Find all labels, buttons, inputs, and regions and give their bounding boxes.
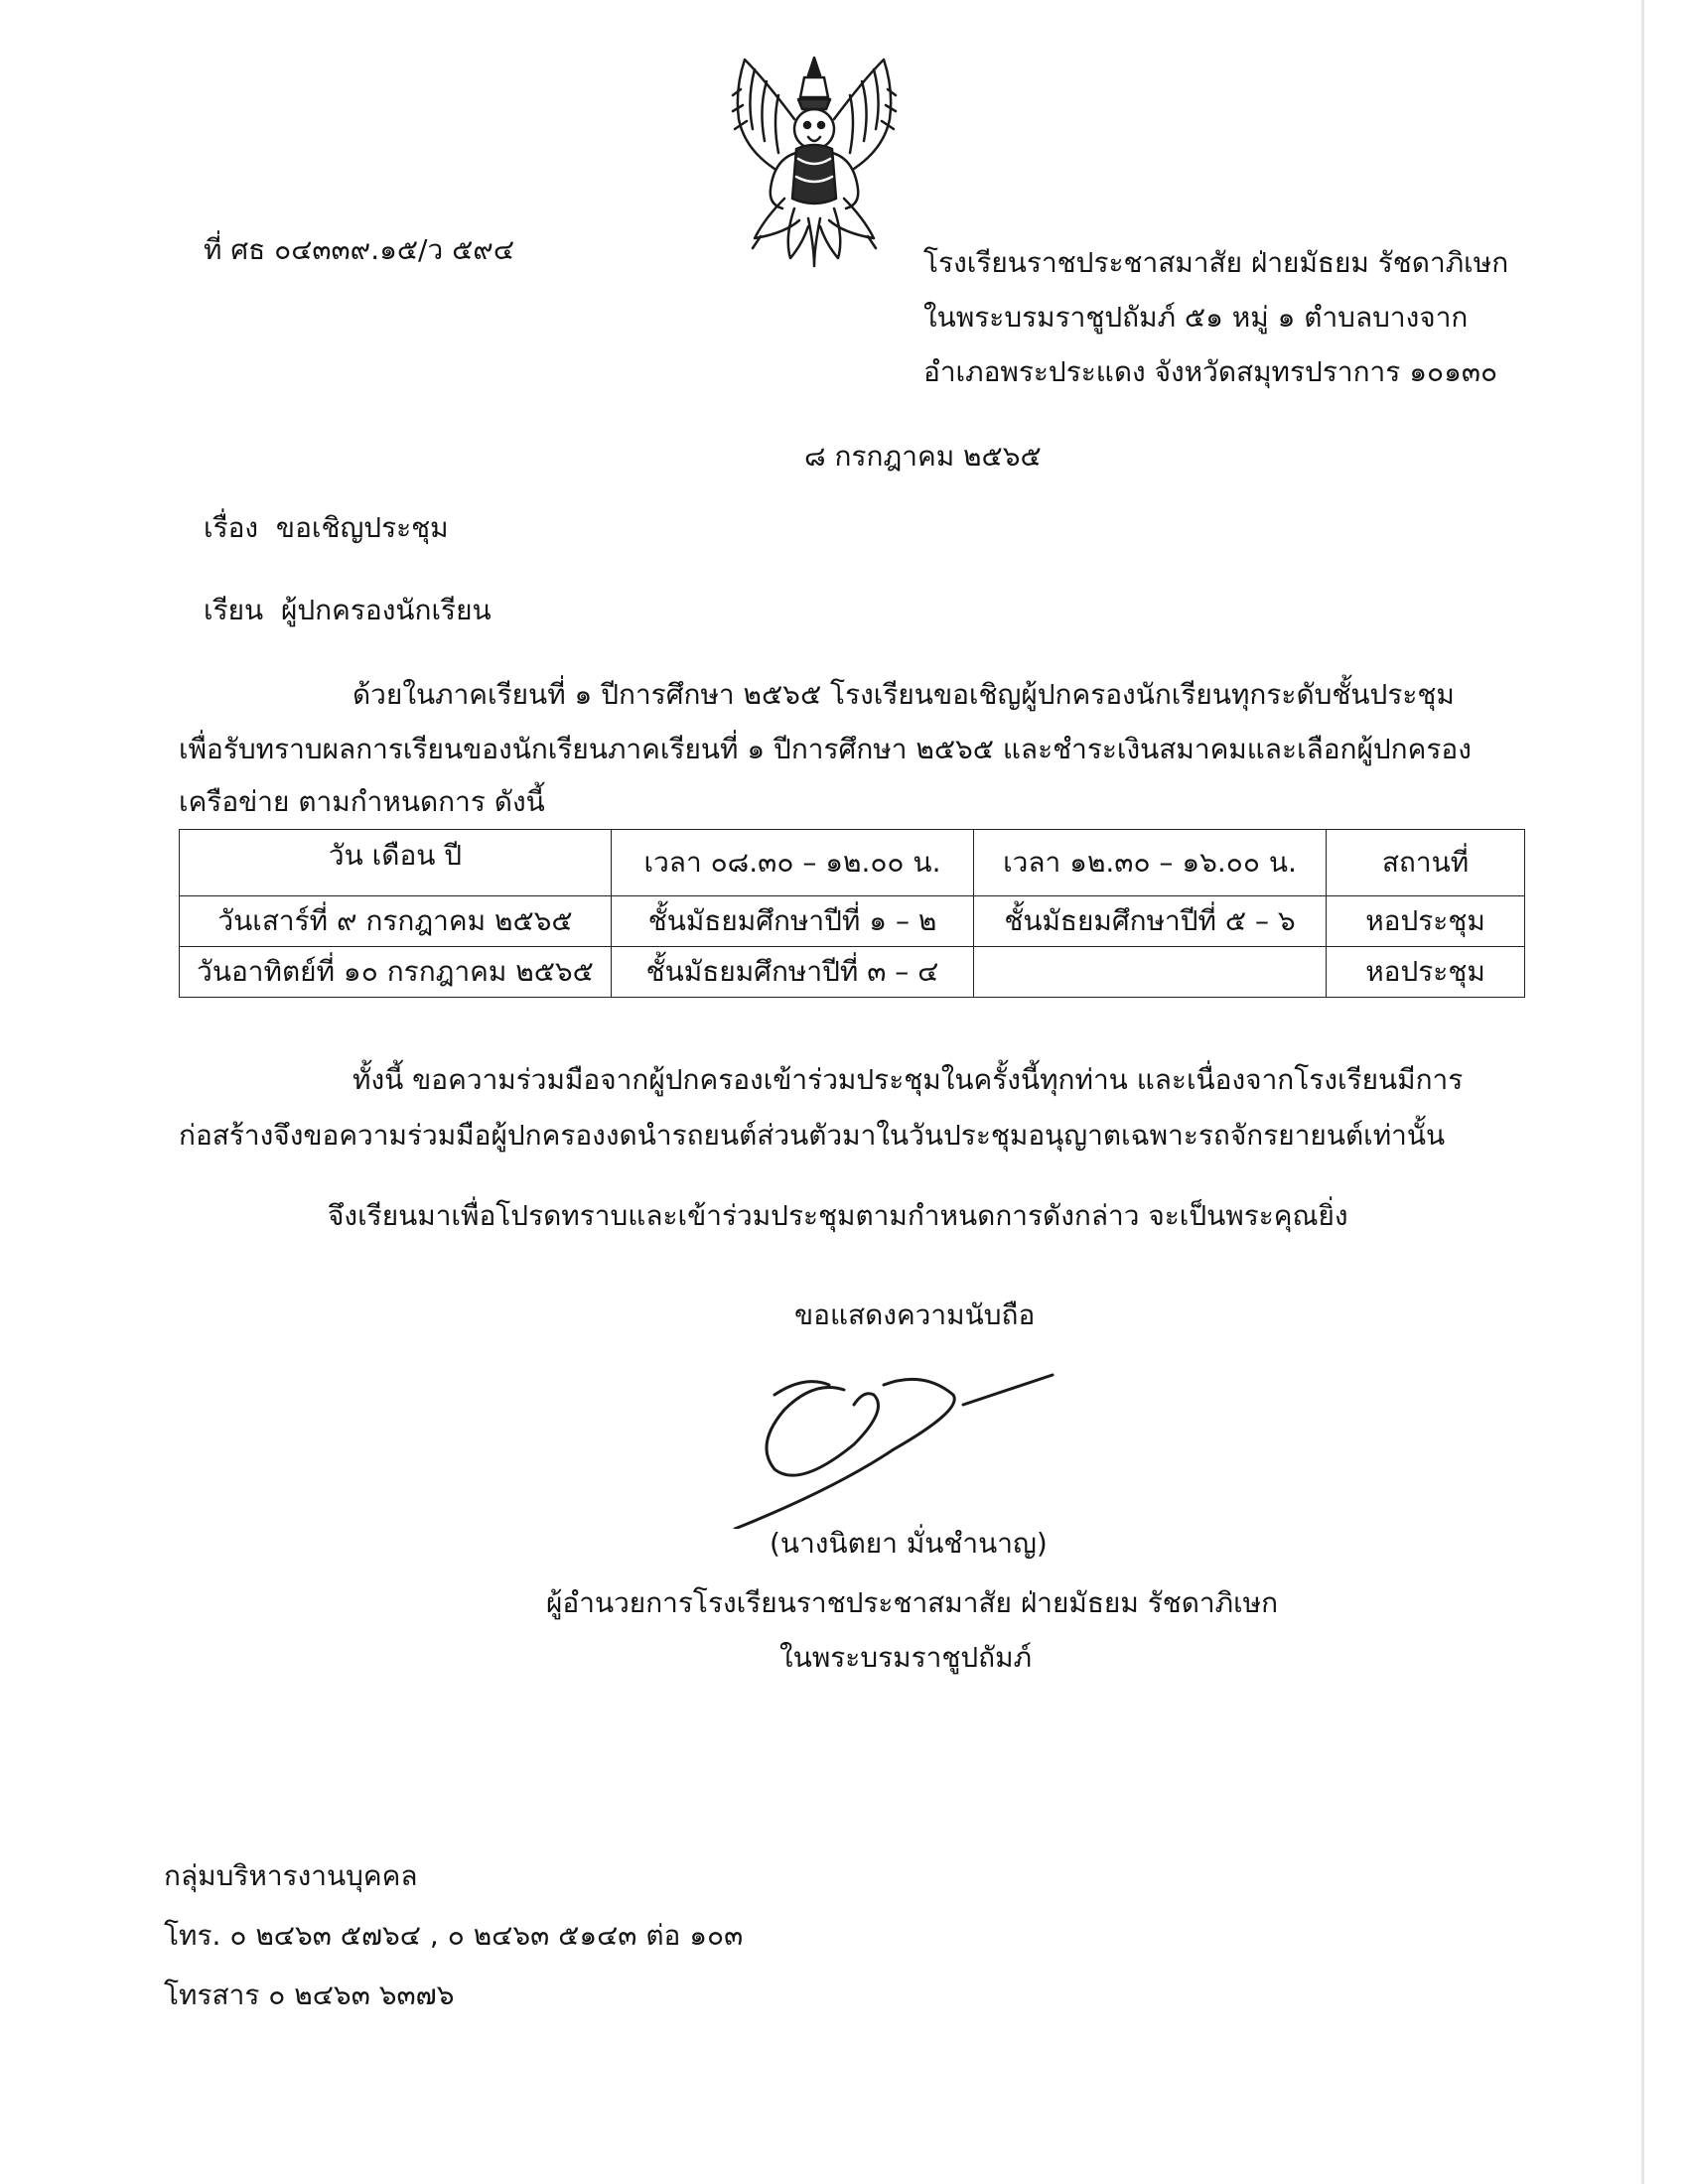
cell-venue: หอประชุม <box>1327 947 1525 998</box>
column-header-venue: สถานที่ <box>1327 830 1525 896</box>
cell-morning: ชั้นมัธยมศึกษาปีที่ ๑ – ๒ <box>612 896 974 947</box>
contact-department: กลุ่มบริหารงานบุคคล <box>164 1859 418 1892</box>
recipient-label: เรียน <box>204 594 264 626</box>
school-address-line-3: อำเภอพระประแดง จังหวัดสมุทรปราการ ๑๐๑๓๐ <box>923 355 1498 388</box>
signatory-position-line-2: ในพระบรมราชูปถัมภ์ <box>779 1641 1033 1674</box>
school-address-line-2: ในพระบรมราชูปถัมภ์ ๕๑ หมู่ ๑ ตำบลบางจาก <box>923 301 1469 334</box>
paragraph-2-line-2: ก่อสร้างจึงขอความร่วมมือผู้ปกครองงดนำรถยนต์ส่วนตัวมาในวันประชุมอนุญาตเฉพาะรถจักรยายนต์เท่านั้น <box>179 1119 1446 1152</box>
signatory-name: (นางนิตยา มั่นชำนาญ) <box>770 1527 1048 1560</box>
contact-fax: โทรสาร ๐ ๒๔๖๓ ๖๓๗๖ <box>164 1979 455 2011</box>
subject-line <box>204 508 449 548</box>
table-row <box>180 947 1525 998</box>
letter-date: ๘ กรกฎาคม ๒๕๖๕ <box>804 440 1042 473</box>
table-header-row <box>180 830 1525 896</box>
table-row <box>180 896 1525 947</box>
recipient-text: ผู้ปกครองนักเรียน <box>280 594 492 626</box>
recipient-line <box>204 591 492 630</box>
column-header-date: วัน เดือน ปี <box>180 830 612 896</box>
paragraph-1-line-2: เพื่อรับทราบผลการเรียนของนักเรียนภาคเรียนที่ ๑ ปีการศึกษา ๒๕๖๕ และชำระเงินสมาคมและเลือกผู้ปกครอง <box>179 733 1472 765</box>
subject-label: เรื่อง <box>204 511 259 544</box>
cell-afternoon: ชั้นมัธยมศึกษาปีที่ ๕ – ๖ <box>974 896 1327 947</box>
cell-date: วันเสาร์ที่ ๙ กรกฎาคม ๒๕๖๕ <box>180 896 612 947</box>
paragraph-1-line-1: ด้วยในภาคเรียนที่ ๑ ปีการศึกษา ๒๕๖๕ โรงเรียนขอเชิญผู้ปกครองนักเรียนทุกระดับชั้นประชุม <box>352 678 1455 711</box>
cell-date: วันอาทิตย์ที่ ๑๐ กรกฎาคม ๒๕๖๕ <box>180 947 612 998</box>
school-address-line-1: โรงเรียนราชประชาสมาสัย ฝ่ายมัธยม รัชดาภิเษก <box>923 246 1509 279</box>
reference-number: ที่ ศธ ๐๔๓๓๙.๑๕/ว ๕๙๔ <box>204 233 515 266</box>
subject-text: ขอเชิญประชุม <box>275 511 449 544</box>
meeting-schedule-table <box>179 829 1525 998</box>
scan-page-edge <box>1641 0 1644 2184</box>
signatory-position-line-1: ผู้อำนวยการโรงเรียนราชประชาสมาสัย ฝ่ายมัธยม รัชดาภิเษก <box>546 1586 1279 1619</box>
cell-morning: ชั้นมัธยมศึกษาปีที่ ๓ – ๔ <box>612 947 974 998</box>
column-header-afternoon: เวลา ๑๒.๓๐ – ๑๖.๐๐ น. <box>974 830 1327 896</box>
contact-phone: โทร. ๐ ๒๔๖๓ ๕๗๖๔ , ๐ ๒๔๖๓ ๕๑๔๓ ต่อ ๑๐๓ <box>164 1919 744 1952</box>
handwritten-signature <box>715 1350 1072 1529</box>
paragraph-2-line-1: ทั้งนี้ ขอความร่วมมือจากผู้ปกครองเข้าร่วมประชุมในครั้งนี้ทุกท่าน และเนื่องจากโรงเรียนมีการ <box>352 1063 1464 1096</box>
complimentary-close: ขอแสดงความนับถือ <box>794 1298 1036 1331</box>
column-header-morning: เวลา ๐๘.๓๐ – ๑๒.๐๐ น. <box>612 830 974 896</box>
cell-afternoon <box>974 947 1327 998</box>
cell-venue: หอประชุม <box>1327 896 1525 947</box>
closing-paragraph: จึงเรียนมาเพื่อโปรดทราบและเข้าร่วมประชุมตามกำหนดการดังกล่าว จะเป็นพระคุณยิ่ง <box>328 1199 1348 1232</box>
garuda-emblem-icon <box>725 50 904 273</box>
paragraph-1-line-3: เครือข่าย ตามกำหนดการ ดังนี้ <box>179 785 545 818</box>
